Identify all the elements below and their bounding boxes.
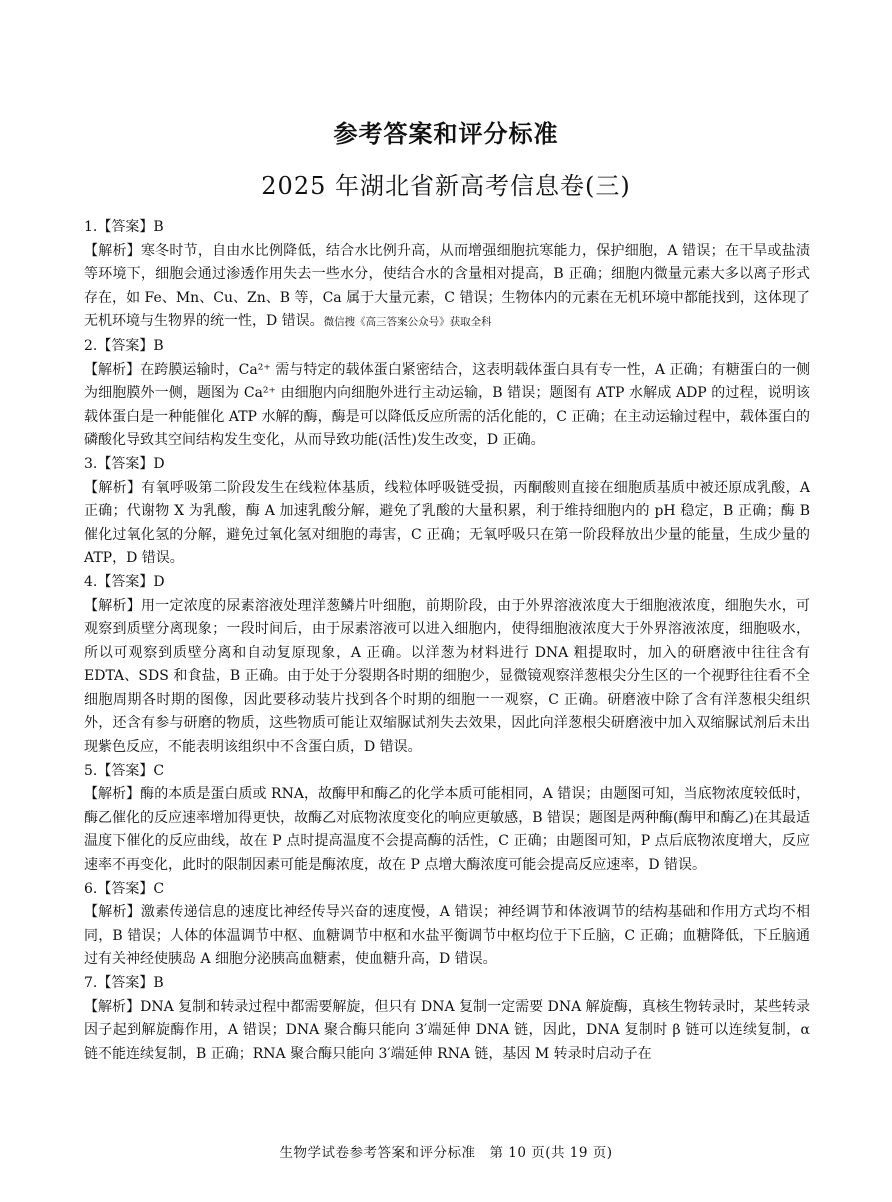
page-footer: 生物学试卷参考答案和评分标准 第 10 页(共 19 页) bbox=[279, 1145, 613, 1161]
explanation-text: 酶的本质是蛋白质或 RNA，故酶甲和酶乙的化学本质可能相同，A 错误；由题图可知，当底物浓度较低时，酶乙催化的反应速率增加得更快，故酶乙对底物浓度变化的响应更敏感，B 错误；题图是两种酶(酶甲和酶乙)在其最适温度下催化的反应曲线，故在 P 点时提高温度不会提高酶的活性，C 正确；由题图可知，P 点后底物浓度增大，反应速率不再变化，此时的限制因素可能是酶浓度，故在 P 点增大酶浓度可能会提高反应速率，D 错误。 bbox=[84, 786, 810, 874]
explanation-tag: 【解析】 bbox=[84, 242, 141, 259]
explanation bbox=[84, 595, 810, 760]
explanation-tag: 【解析】 bbox=[84, 998, 141, 1015]
explanation-text: 用一定浓度的尿素溶液处理洋葱鳞片叶细胞，前期阶段，由于外界溶液浓度大于细胞液浓度，细胞失水，可观察到质壁分离现象；一段时间后，由于尿素溶液可以进入细胞内，使得细胞液浓度大于外界溶液浓度，细胞吸水，所以可观察到质壁分离和自动复原现象，A 正确。以洋葱为材料进行 DNA 粗提取时，加入的研磨液中往往含有 EDTA、SDS 和食盐，B 正确。由于处于分裂期各时期的细胞少，显微镜观察洋葱根尖分生区的一个视野往往看不全细胞周期各时期的图像，因此要移动装片找到各个时期的细胞一一观察，C 正确。研磨液中除了含有洋葱根尖组织外，还含有参与研磨的物质，这些物质可能让双缩脲试剂失去效果，因此向洋葱根尖研磨液中加入双缩脲试剂后未出现紫色反应，不能表明该组织中不含蛋白质，D 错误。 bbox=[84, 597, 811, 756]
explanation-text: 寒冬时节，自由水比例降低，结合水比例升高，从而增强细胞抗寒能力，保护细胞，A 错误；在干旱或盐渍等环境下，细胞会通过渗透作用失去一些水分，使结合水的含量相对提高，B 正确；细胞内微量元素大多以离子形式存在，如 Fe、Mn、Cu、Zn、B 等，Ca 属于大量元素，C 错误；生物体内的元素在无机环境中都能找到，这体现了无机环境与生物界的统一性，D 错误。 bbox=[84, 242, 811, 330]
question-block-2 bbox=[84, 335, 810, 453]
answer-content bbox=[84, 216, 810, 1066]
explanation-text: DNA 复制和转录过程中都需要解旋，但只有 DNA 复制一定需要 DNA 解旋酶，真核生物转录时，某些转录因子起到解旋酶作用，A 错误；DNA 聚合酶只能向 3′端延伸 DNA 链，因此，DNA 复制时 β 链可以连续复制，α 链不能连续复制，B 正确；RNA 聚合酶只能向 3′端延伸 RNA 链，基因 M 转录时启动子在 bbox=[84, 998, 810, 1062]
question-block-7 bbox=[84, 972, 810, 1066]
explanation-tag: 【解析】 bbox=[84, 597, 141, 614]
explanation-tag: 【解析】 bbox=[84, 479, 142, 496]
exam-subtitle: 2025 年湖北省新高考信息卷(三) bbox=[261, 172, 631, 200]
explanation-text: 激素传递信息的速度比神经传导兴奋的速度慢，A 错误；神经调节和体液调节的结构基础和作用方式均不相同，B 错误；人体的体温调节中枢、血糖调节中枢和水盐平衡调节中枢均位于下丘脑，C 正确；血糖降低，下丘脑通过有关神经使胰岛 A 细胞分泌胰高血糖素，使血糖升高，D 错误。 bbox=[84, 904, 811, 968]
answer-line: 4.【答案】D bbox=[84, 573, 165, 590]
watermark-note: 微信搜《高三答案公众号》获取全科 bbox=[323, 316, 492, 329]
explanation bbox=[84, 359, 810, 453]
explanation-tag: 【解析】 bbox=[84, 361, 141, 378]
answer-line: 5.【答案】C bbox=[84, 762, 165, 779]
explanation-text: 在跨膜运输时，Ca²⁺ 需与特定的载体蛋白紧密结合，这表明载体蛋白具有专一性，A 正确；有糖蛋白的一侧为细胞膜外一侧，题图为 Ca²⁺ 由细胞内向细胞外进行主动运输，B 错误；题图有 ATP 水解成 ADP 的过程，说明该载体蛋白是一种能催化 ATP 水解的酶，酶是可以降低反应所需的活化能的，C 正确；在主动运输过程中，载体蛋白的磷酸化导致其空间结构发生变化，从而导致功能(活性)发生改变，D 正确。 bbox=[84, 361, 811, 449]
answer-line: 6.【答案】C bbox=[84, 880, 165, 897]
answer-line: 7.【答案】B bbox=[84, 975, 164, 991]
explanation-tag: 【解析】 bbox=[84, 786, 141, 803]
question-block-4 bbox=[84, 571, 810, 760]
question-block-3 bbox=[84, 453, 810, 571]
explanation bbox=[84, 477, 810, 571]
explanation bbox=[84, 783, 810, 877]
explanation bbox=[84, 901, 810, 972]
page-title: 参考答案和评分标准 bbox=[333, 119, 559, 148]
answer-line: 2.【答案】B bbox=[84, 337, 164, 354]
explanation-tag: 【解析】 bbox=[84, 904, 141, 921]
explanation bbox=[84, 996, 810, 1067]
question-block-6 bbox=[84, 878, 810, 972]
answer-line: 3.【答案】D bbox=[84, 455, 165, 472]
question-block-5 bbox=[84, 760, 810, 878]
explanation bbox=[84, 240, 810, 335]
question-block-1 bbox=[84, 216, 810, 335]
answer-line: 1.【答案】B bbox=[84, 219, 164, 235]
explanation-text: 有氧呼吸第二阶段发生在线粒体基质，线粒体呼吸链受损，丙酮酸则直接在细胞质基质中被还原成乳酸，A 正确；代谢物 X 为乳酸，酶 A 加速乳酸分解，避免了乳酸的大量积累，利于维持细胞内的 pH 稳定，B 正确；酶 B 催化过氧化氢的分解，避免过氧化氢对细胞的毒害，C 正确；无氧呼吸只在第一阶段释放出少量的能量，生成少量的 ATP，D 错误。 bbox=[84, 479, 811, 567]
